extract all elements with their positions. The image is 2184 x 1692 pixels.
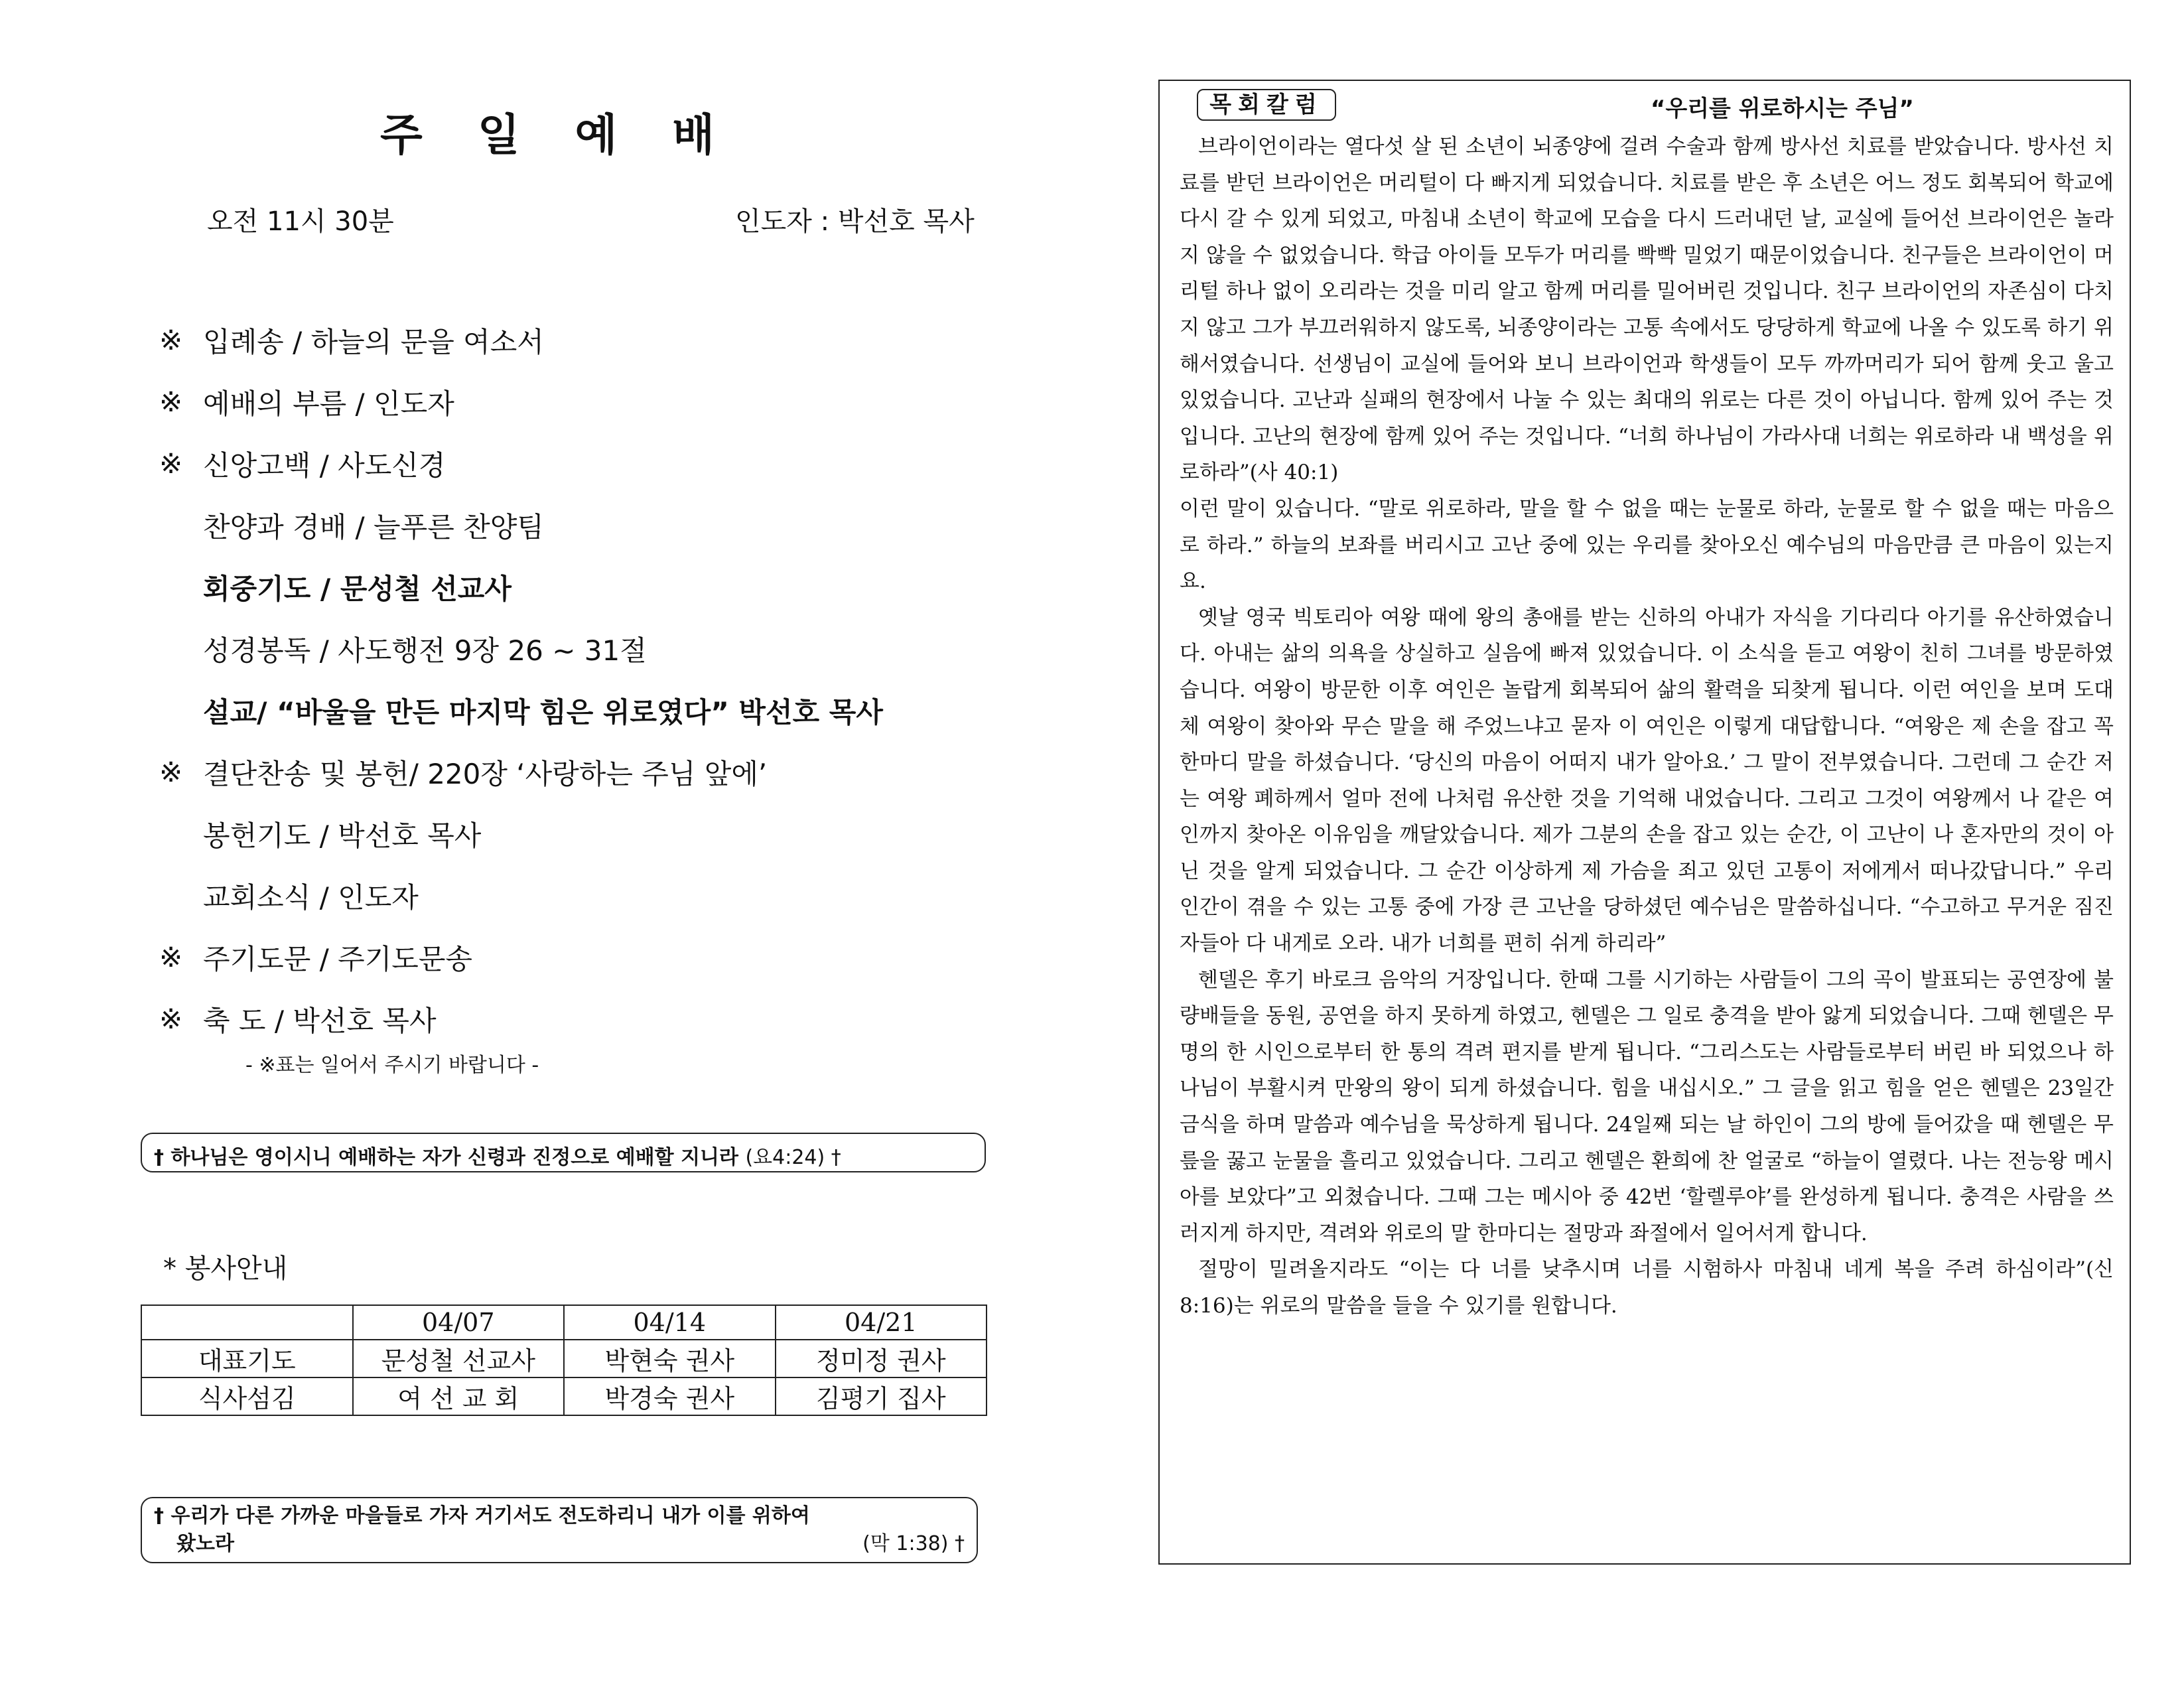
order-item [159,988,883,1050]
stand-mark-icon: ※ [159,386,183,418]
column-body [1180,129,2114,1324]
order-item [159,926,883,988]
scripture-reference: (요4:24) † [745,1146,841,1169]
table-header-row [141,1305,987,1340]
table-header-cell: 04/07 [353,1305,565,1340]
order-item [159,556,883,618]
scripture-reference: (막 1:38) † [862,1532,965,1555]
stand-mark-icon: ※ [159,447,183,480]
table-cell: 박현숙 권사 [564,1340,776,1377]
order-item-text: 신앙고백 / 사도신경 [203,449,446,482]
order-item-text: 예배의 부름 / 인도자 [203,387,454,420]
order-item-text: 주기도문 / 주기도문송 [203,942,473,975]
column-paragraph: 이런 말이 있습니다. “말로 위로하라, 말을 할 수 없을 때는 눈물로 하라, 눈물로 할 수 없을 때는 마음으로 하라.” 하늘의 보좌를 버리시고 고난 중에 있는 우리를 찾아오신 예수님의 마음만큼 큰 마음이 있는지요. [1180,496,2114,594]
stand-mark-icon: ※ [159,756,183,788]
worship-order [159,309,883,1050]
order-item [159,433,883,494]
order-item [159,803,883,865]
table-row [141,1377,987,1415]
stand-note: - ※표는 일어서 주시기 바랍니다 - [245,1054,539,1077]
order-item [159,494,883,556]
table-cell: 김평기 집사 [776,1377,987,1415]
order-item-text: 성경봉독 / 사도행전 9장 26 ~ 31절 [203,634,647,667]
scripture-box [141,1497,978,1563]
table-header-cell: 04/21 [776,1305,987,1340]
order-item [159,371,883,433]
column-title: “우리를 위로하시는 주님” [1651,96,1914,122]
service-guide-title: * 봉사안내 [163,1253,288,1284]
column-paragraph: 브라이언이라는 열다섯 살 된 소년이 뇌종양에 걸려 수술과 함께 방사선 치료를 받았습니다. 방사선 치료를 받던 브라이언은 머리털이 다 빠지게 되었습니다. 치료를 받은 후 소년은 어느 정도 회복되어 학교에 다시 갈 수 있게 되었고, 마침내 소년이 학교에 모습을 다시 드러내던 날, 교실에 들어선 브라이언은 놀라지 않을 수 없었습니다. 학급 아이들 모두가 머리를 빡빡 밀었기 때문이었습니다. 친구들은 브라이언이 머리털 하나 없이 오리라는 것을 미리 알고 함께 머리를 밀어버린 것입니다. 친구 브라이언의 자존심이 다치지 않고 그가 부끄러워하지 않도록, 뇌종양이라는 고통 속에서도 당당하게 학교에 나올 수 있도록 하기 위해서였습니다. 선생님이 교실에 들어와 보니 브라이언과 학생들이 모두 까까머리가 되어 함께 웃고 울고 있었습니다. 고난과 실패의 현장에서 나눌 수 있는 최대의 위로는 다른 것이 아닙니다. 함께 있어 주는 것입니다. 고난의 현장에 함께 있어 주는 것입니다. “너희 하나님이 가라사대 너희는 위로하라 내 백성을 위로하라”(사 40:1) [1180,135,2114,485]
order-item-text: 결단찬송 및 봉헌/ 220장 ‘사랑하는 주님 앞에’ [203,757,768,790]
stand-mark-icon: ※ [159,1003,183,1035]
pastor-column [1158,80,2131,1565]
order-item-text: 입례송 / 하늘의 문을 여소서 [203,325,544,358]
table-header-cell: 04/14 [564,1305,776,1340]
stand-mark-icon: ※ [159,941,183,973]
table-row [141,1340,987,1377]
table-cell: 정미정 권사 [776,1340,987,1377]
order-item-text: 교회소식 / 인도자 [203,881,419,914]
order-item-text: 찬양과 경배 / 늘푸른 찬양팀 [203,510,544,543]
column-label: 목회칼럼 [1197,89,1336,121]
scripture-line [154,1530,965,1558]
order-item [159,741,883,803]
scripture-box [141,1133,986,1172]
column-paragraph: 헨델은 후기 바로크 음악의 거장입니다. 한때 그를 시기하는 사람들이 그의 곡이 발표되는 공연장에 불량배들을 동원, 공연을 하지 못하게 하였고, 헨델은 그 일로 충격을 받아 앓게 되었습니다. 그때 헨델은 무명의 한 시인으로부터 한 통의 격려 편지를 받게 됩니다. “그리스도는 사람들로부터 버린 바 되었으나 하나님이 부활시켜 만왕의 왕이 되게 하셨습니다. 힘을 내십시오.” 그 글을 읽고 힘을 얻은 헨델은 23일간 금식을 하며 말씀과 예수님을 묵상하게 됩니다. 24일째 되는 날 하인이 그의 방에 들어갔을 때 헨델은 무릎을 꿇고 눈물을 흘리고 있었습니다. 그리고 헨델은 환희에 찬 얼굴로 “하늘이 열렸다. 나는 전능왕 메시아를 보았다”고 외쳤습니다. 그때 그는 메시아 중 42번 ‘할렐루야’를 완성하게 됩니다. 충격은 사람을 쓰러지게 하지만, 격려와 위로의 말 한마디는 절망과 좌절에서 일어서게 합니다. [1180,967,2114,1245]
order-item [159,309,883,371]
order-item-text: 축 도 / 박선호 목사 [203,1004,437,1037]
scripture-text: † 우리가 다른 가까운 마을들로 가자 거기서도 전도하리니 내가 이를 위하여 [154,1504,810,1527]
column-paragraph: 절망이 밀려올지라도 “이는 다 너를 낮추시며 너를 시험하사 마침내 네게 복을 주려 하심이라”(신 8:16)는 위로의 말씀을 들을 수 있기를 원합니다. [1180,1257,2114,1318]
order-item [159,679,883,741]
service-table [141,1304,987,1416]
column-paragraph: 옛날 영국 빅토리아 여왕 때에 왕의 총애를 받는 신하의 아내가 자식을 기다리다 아기를 유산하였습니다. 아내는 삶의 의욕을 상실하고 실음에 빠져 있었습니다. 이 소식을 듣고 여왕이 친히 그녀를 방문하였습니다. 여왕이 방문한 이후 여인은 놀랍게 회복되어 삶의 활력을 되찾게 됩니다. 이런 여인을 보며 도대체 여왕이 찾아와 무슨 말을 해 주었느냐고 묻자 이 여인은 이렇게 대답합니다. “여왕은 제 손을 잡고 꼭 한마디 말을 하셨습니다. ‘당신의 마음이 어떠지 내가 알아요.’ 그 말이 전부였습니다. 그런데 그 순간 저는 여왕 폐하께서 얼마 전에 나처럼 유산한 것을 기억해 내었습니다. 그리고 그것이 여왕께서 나 같은 여인까지 찾아온 이유임을 깨달았습니다. 제가 그분의 손을 잡고 있는 순간, 이 고난이 나 혼자만의 것이 아닌 것을 알게 되었습니다. 그 순간 이상하게 제 가슴을 죄고 있던 고통이 저에게서 떠나갔답니다.” 우리 인간이 겪을 수 있는 고통 중에 가장 큰 고난을 당하셨던 예수님은 말씀하십니다. “수고하고 무거운 짐진 자들아 다 내게로 오라. 내가 너희를 편히 쉬게 하리라” [1180,605,2114,956]
order-item-text: 회중기도 / 문성철 선교사 [203,572,512,605]
stand-mark-icon: ※ [159,324,183,356]
table-cell: 식사섬김 [141,1377,353,1415]
table-cell: 여 선 교 회 [353,1377,565,1415]
table-cell: 대표기도 [141,1340,353,1377]
service-time: 오전 11시 30분 [207,206,394,237]
order-item [159,865,883,926]
table-cell: 문성철 선교사 [353,1340,565,1377]
table-header-cell [141,1305,353,1340]
table-cell: 박경숙 권사 [564,1377,776,1415]
scripture-text: † 하나님은 영이시니 예배하는 자가 신령과 진정으로 예배할 지니라 [154,1146,739,1169]
order-item-text: 봉헌기도 / 박선호 목사 [203,819,482,852]
order-item [159,618,883,679]
page-title: 주 일 예 배 [380,109,734,161]
order-item-text: 설교/ “바울을 만든 마지막 힘은 위로였다” 박선호 목사 [203,695,883,729]
service-leader: 인도자 : 박선호 목사 [735,206,975,237]
scripture-text: 왔노라 [176,1532,234,1555]
